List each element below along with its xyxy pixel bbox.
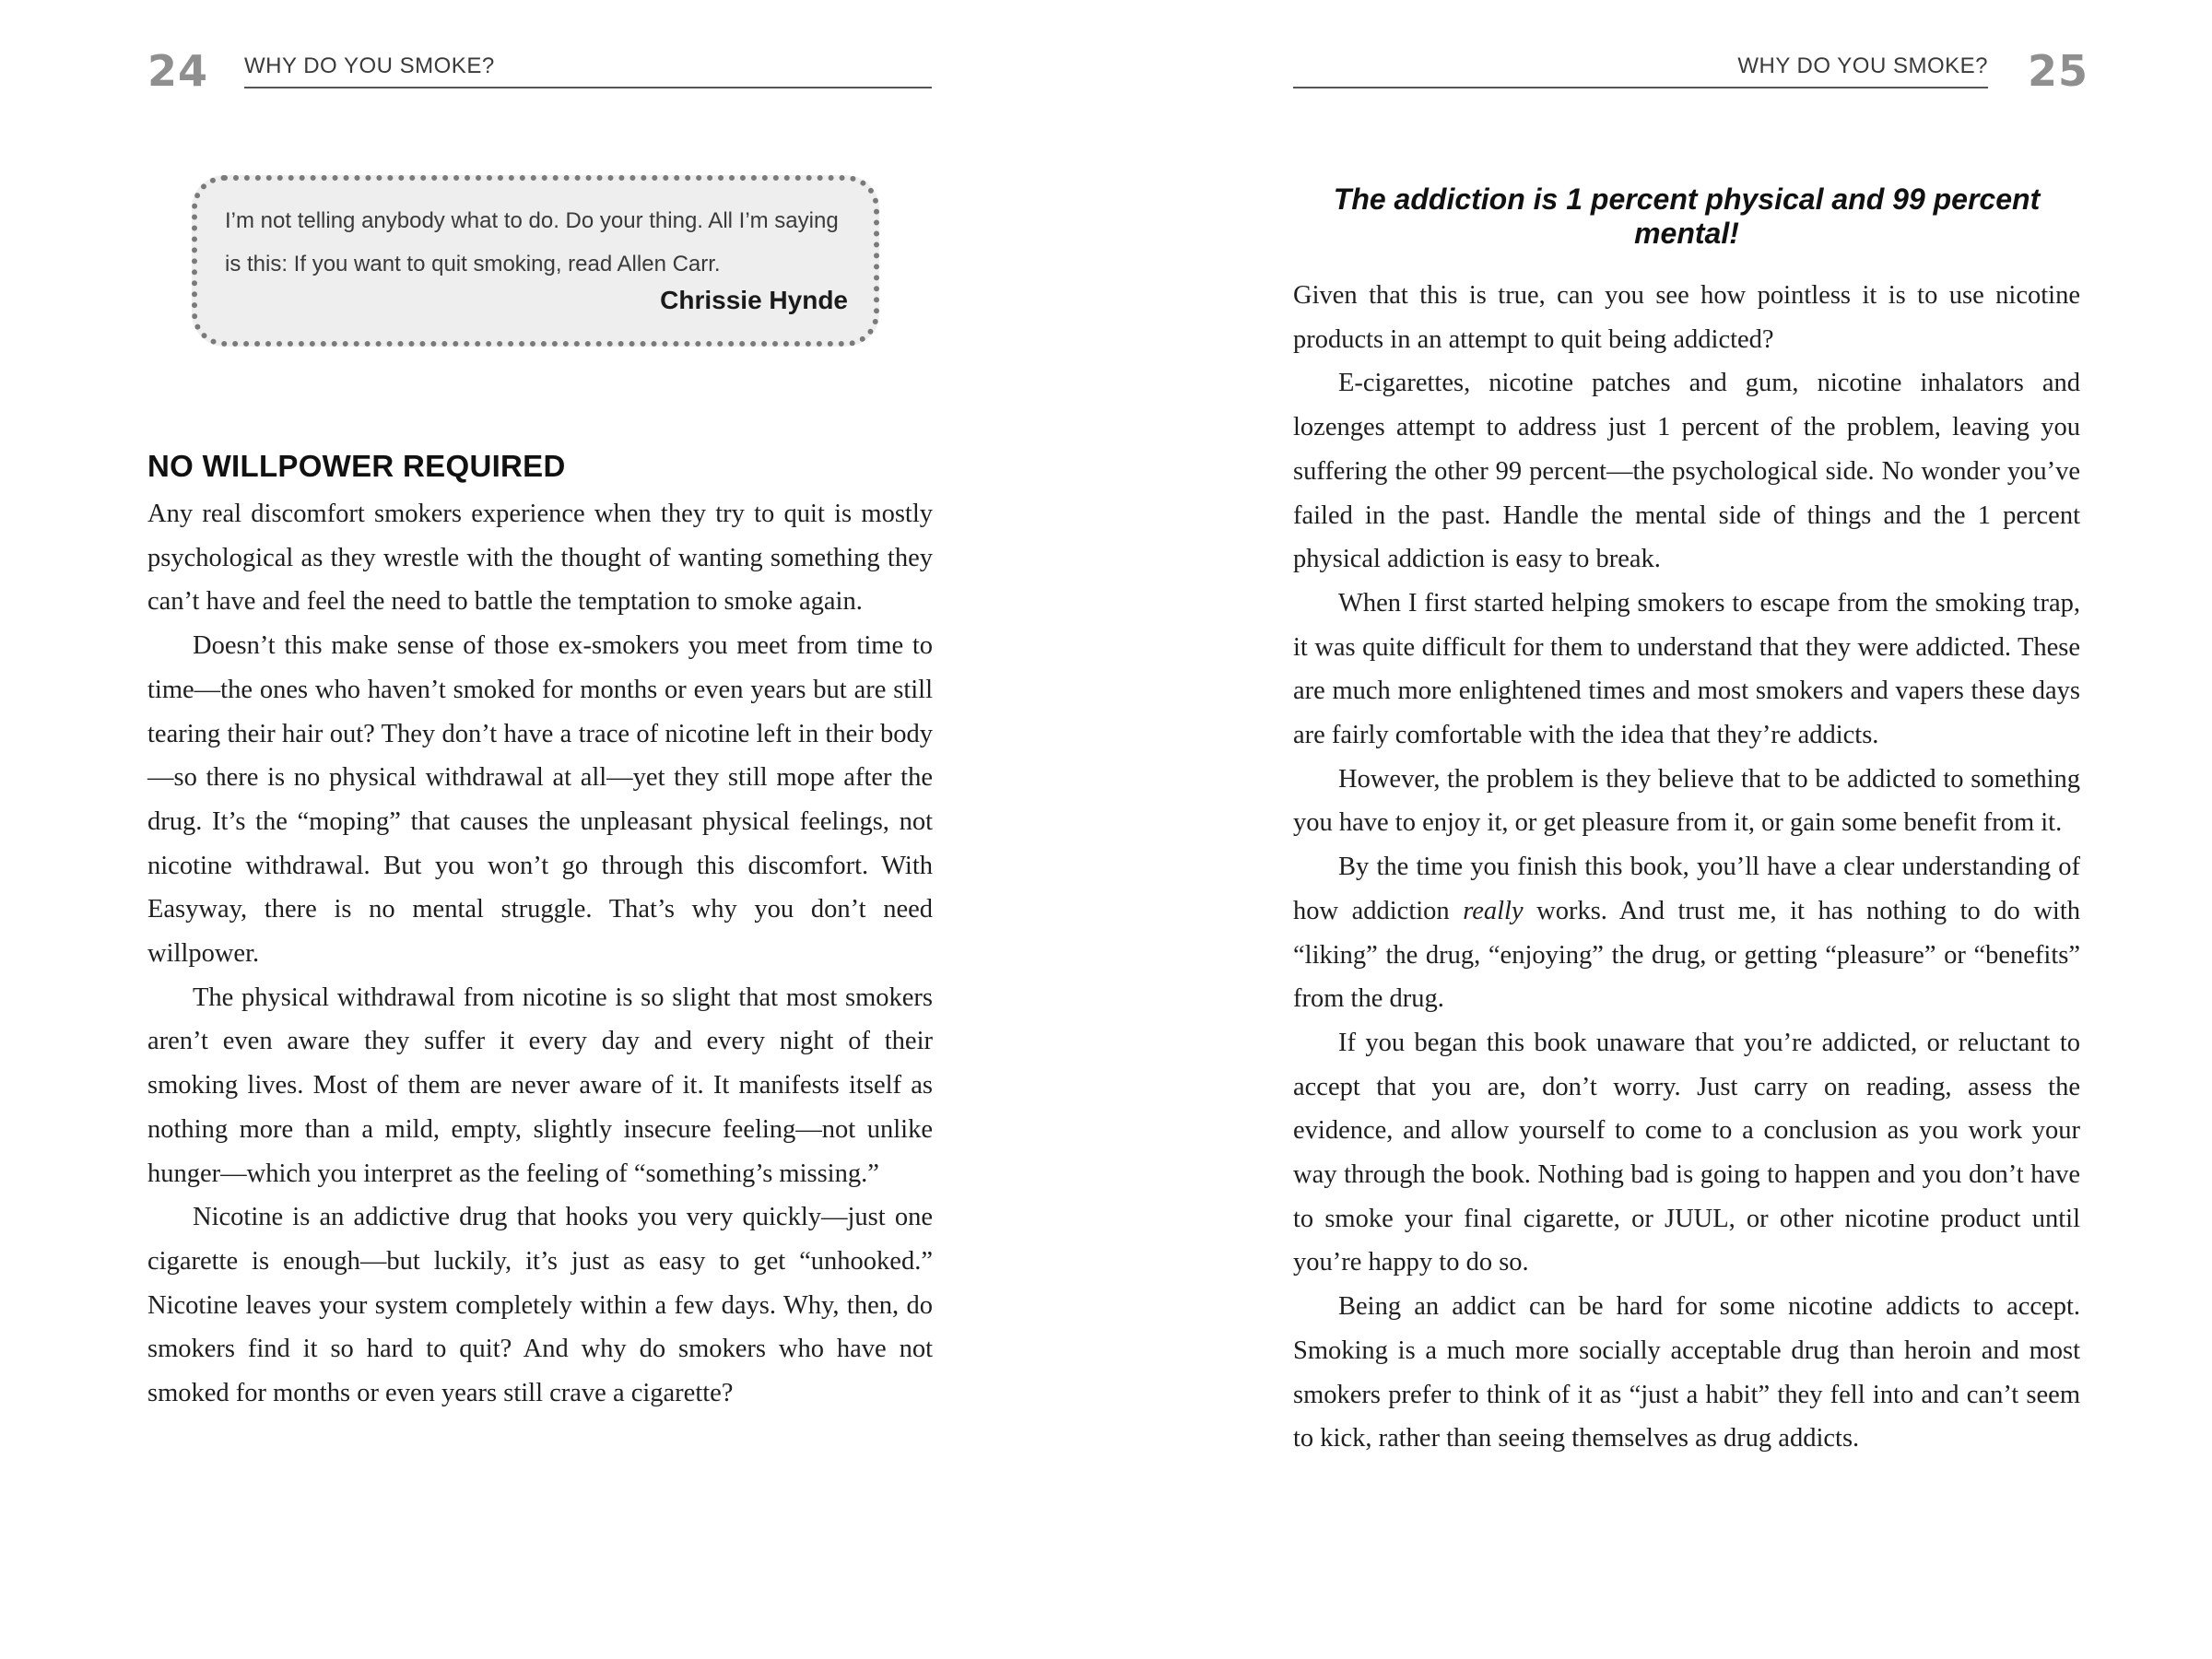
body-text bbox=[1293, 274, 2080, 1461]
paragraph: When I first started helping smokers to escape from the smoking trap, it was quite difficult for them to understand that they were addicted. These are much more enlightened times and most smokers and vapers these days are fairly comfortable with the idea that they’re addicts. bbox=[1293, 588, 2080, 750]
paragraph: The physical withdrawal from nicotine is so slight that most smokers aren’t even aware they suffer it every day and every night of their smoking lives. Most of them are never aware of it. It manifests itself as nothing more than a mild, empty, slightly insecure feeling—not unlike hunger—which you interpret as the feeling of “something’s missing.” bbox=[147, 982, 933, 1188]
running-head: WHY DO YOU SMOKE? bbox=[1293, 53, 1988, 88]
paragraph: If you began this book unaware that you’re addicted, or reluctant to accept that you are, don’t worry. Just carry on reading, assess the evidence, and allow yourself to come to a conclusion as you work your way through the book. Nothing bad is going to happen and you don’t have to smoke your final cigarette, or JUUL, or other nicotine product until you’re happy to do so. bbox=[1293, 1028, 2080, 1277]
paragraph-text: By the time you finish this book, you’ll have a clear understanding of how addiction bbox=[1293, 853, 2080, 925]
paragraph-text: works. And trust me, it has nothing to do with “liking” the drug, “enjoying” the drug, or getting “pleasure” or “benefits” from the drug. bbox=[1293, 896, 2080, 1014]
quote-text: I’m not telling anybody what to do. Do your thing. All I’m saying is this: If you want to quit smoking, read Allen Carr. bbox=[225, 208, 839, 276]
page-number: 25 bbox=[2028, 46, 2089, 96]
section-heading: NO WILLPOWER REQUIRED bbox=[147, 449, 566, 483]
quote-box bbox=[192, 175, 879, 347]
paragraph bbox=[1293, 845, 2080, 1021]
right-page bbox=[1106, 0, 2212, 1659]
paragraph: However, the problem is they believe that to be addicted to something you have to enjoy it, or get pleasure from it, or gain some benefit from it. bbox=[1293, 764, 2080, 838]
quote-author: Chrissie Hynde bbox=[660, 286, 848, 314]
paragraph: E-cigarettes, nicotine patches and gum, nicotine inhalators and lozenges attempt to address just 1 percent of the problem, leaving you suffering the other 99 percent—the psychological side. No wonder you’ve failed in the past. Handle the mental side of things and the 1 percent physical addiction is easy to break. bbox=[1293, 369, 2080, 574]
paragraph: Doesn’t this make sense of those ex-smokers you meet from time to time—the ones who haven’t smoked for months or even years but are still tearing their hair out? They don’t have a trace of nicotine left in their body—so there is no physical withdrawal at all—yet they still mope after the drug. It’s the “moping” that causes the unpleasant physical feelings, not nicotine withdrawal. But you won’t go through this discomfort. With Easyway, there is no mental struggle. That’s why you don’t need willpower. bbox=[147, 631, 933, 969]
paragraph: Being an addict can be hard for some nicotine addicts to accept. Smoking is a much more socially acceptable drug than heroin and most smokers prefer to think of it as “just a habit” they fell into and can’t seem to kick, rather than seeing themselves as drug addicts. bbox=[1293, 1292, 2080, 1453]
emphasis-text: really bbox=[1463, 896, 1524, 925]
paragraph: Given that this is true, can you see how pointless it is to use nicotine products in an attempt to quit being addicted? bbox=[1293, 281, 2080, 354]
body-text bbox=[147, 492, 933, 1416]
paragraph: Any real discomfort smokers experience when they try to quit is mostly psychological as they wrestle with the thought of wanting something they can’t have and feel the need to battle the temptation to smoke again. bbox=[147, 500, 933, 617]
page-number: 24 bbox=[147, 46, 209, 96]
callout-heading: The addiction is 1 percent physical and 99 percent mental! bbox=[1333, 182, 2041, 250]
paragraph: Nicotine is an addictive drug that hooks you very quickly—just one cigarette is enough—but luckily, it’s just as easy to get “unhooked.” Nicotine leaves your system completely within a few days. Why, then, do smokers find it so hard to quit? And why do smokers who have not smoked for months or even years still crave a cigarette? bbox=[147, 1203, 933, 1408]
running-head: WHY DO YOU SMOKE? bbox=[244, 53, 932, 88]
